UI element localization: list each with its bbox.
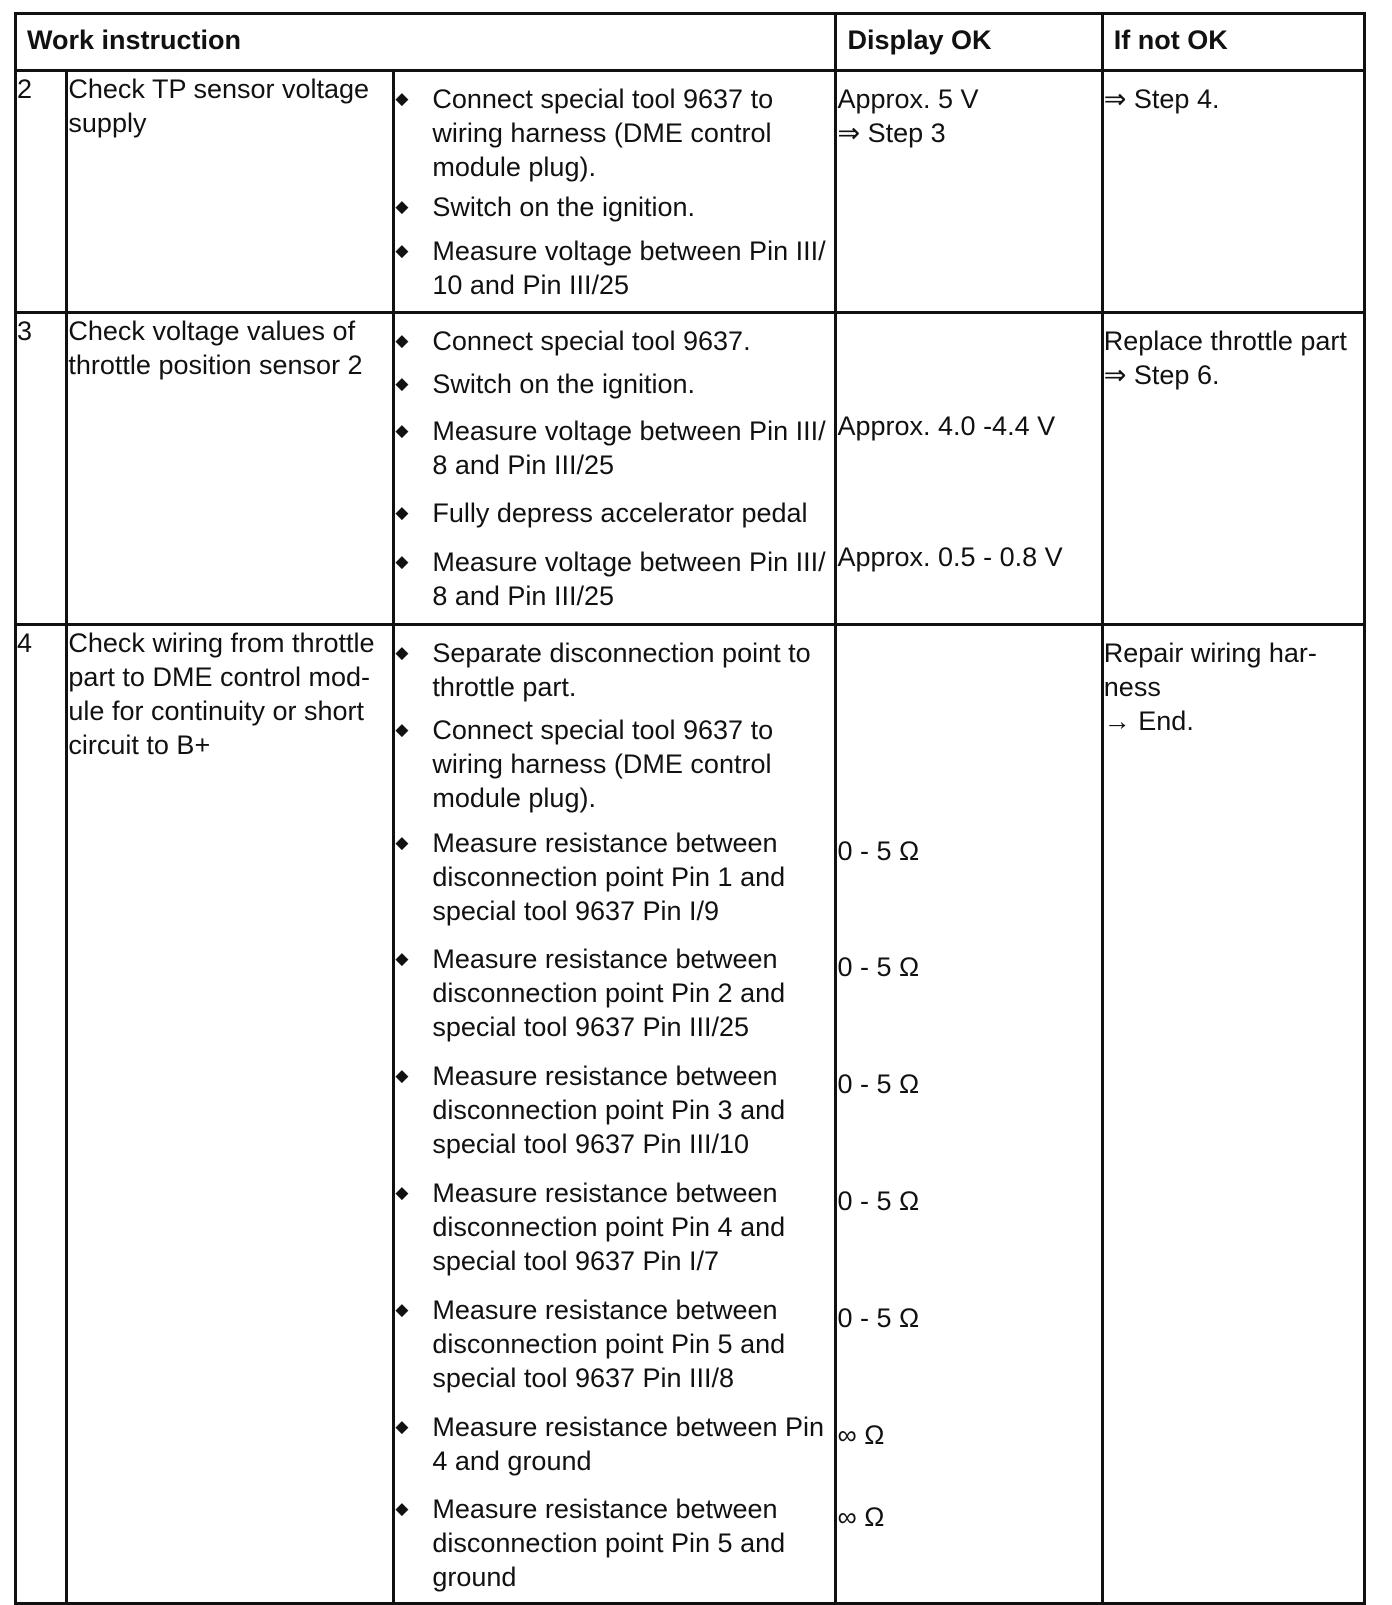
if-not-ok-value: Repair wiring har-ness → End. — [1103, 638, 1317, 736]
diamond-bullet-icon: ◆ — [395, 720, 409, 739]
diamond-bullet-icon: ◆ — [395, 1300, 409, 1319]
diamond-bullet-icon: ◆ — [395, 643, 409, 662]
substep — [395, 1285, 834, 1402]
substep — [395, 72, 834, 181]
diamond-bullet-icon: ◆ — [395, 1499, 409, 1518]
step-number: 4 — [16, 625, 67, 1604]
substep-text: Measure resistance between disconnection point Pin 5 and ground — [432, 1494, 786, 1592]
display-ok-cell — [836, 313, 1102, 625]
substep — [395, 1051, 834, 1168]
substep — [395, 934, 834, 1051]
substep — [395, 359, 834, 408]
display-ok-value: 0 - 5 Ω — [837, 1069, 920, 1099]
display-ok-value: 0 - 5 Ω — [837, 1303, 920, 1333]
substeps-cell — [394, 71, 836, 313]
substeps-cell — [394, 625, 836, 1604]
substep-text: Measure voltage between Pin III/ 8 and Pin III/25 — [432, 547, 826, 611]
substep — [395, 314, 834, 359]
display-ok-value: ∞ Ω — [837, 1502, 885, 1532]
substep — [395, 539, 834, 623]
substep-text: Separate disconnection point to throttle part. — [432, 638, 811, 702]
substep-text: Measure resistance between disconnection point Pin 2 and special tool 9637 Pin III/25 — [432, 944, 786, 1042]
substep — [395, 817, 834, 934]
display-ok-value: 0 - 5 Ω — [837, 836, 920, 866]
if-not-ok-cell — [1102, 625, 1364, 1604]
substeps-cell — [394, 313, 836, 625]
step-number: 2 — [16, 71, 67, 313]
if-not-ok-cell — [1102, 71, 1364, 313]
diamond-bullet-icon: ◆ — [395, 833, 409, 852]
diamond-bullet-icon: ◆ — [395, 552, 409, 571]
display-ok-cell — [836, 625, 1102, 1604]
substep-text: Measure resistance between disconnection point Pin 4 and special tool 9637 Pin I/7 — [432, 1178, 786, 1276]
step-number: 3 — [16, 313, 67, 625]
diamond-bullet-icon: ◆ — [395, 197, 409, 216]
diamond-bullet-icon: ◆ — [395, 1066, 409, 1085]
substep — [395, 490, 834, 539]
table-row — [16, 71, 1365, 313]
diamond-bullet-icon: ◆ — [395, 374, 409, 393]
diamond-bullet-icon: ◆ — [395, 89, 409, 108]
table-row — [16, 313, 1365, 625]
step-description: Check TP sensor voltage supply — [67, 71, 394, 313]
display-ok-cell — [836, 71, 1102, 313]
substep-text: Measure resistance between disconnection point Pin 1 and special tool 9637 Pin I/9 — [432, 828, 786, 926]
diamond-bullet-icon: ◆ — [395, 241, 409, 260]
step-description: Check wiring from throttle part to DME control mod-ule for continuity or short circuit to B+ — [67, 625, 394, 1604]
substep-text: Fully depress accelerator pedal — [432, 498, 808, 528]
substep-text: Connect special tool 9637. — [432, 326, 751, 356]
if-not-ok-value: ⇒ Step 4. — [1103, 84, 1220, 114]
substep-text: Measure voltage between Pin III/ 10 and Pin III/25 — [432, 236, 826, 300]
substep-text: Switch on the ignition. — [432, 192, 696, 222]
display-ok-value: Approx. 0.5 - 0.8 V — [837, 542, 1063, 572]
display-ok-value: ∞ Ω — [837, 1420, 885, 1450]
substep — [395, 1402, 834, 1484]
substep — [395, 626, 834, 704]
header-work-instruction: Work instruction — [16, 14, 836, 71]
display-ok-value: 0 - 5 Ω — [837, 1186, 920, 1216]
header-display-ok: Display OK — [836, 14, 1102, 71]
work-instruction-document — [14, 12, 1366, 1605]
table-row — [16, 625, 1365, 1604]
substep — [395, 181, 834, 225]
substep-text: Measure resistance between disconnection point Pin 3 and special tool 9637 Pin III/10 — [432, 1061, 786, 1159]
substep — [395, 225, 834, 311]
substep — [395, 1484, 834, 1602]
display-ok-value: Approx. 4.0 -4.4 V — [837, 411, 1056, 441]
header-if-not-ok: If not OK — [1102, 14, 1364, 71]
display-ok-value: Approx. 5 V ⇒ Step 3 — [837, 84, 979, 148]
diamond-bullet-icon: ◆ — [395, 1417, 409, 1436]
diamond-bullet-icon: ◆ — [395, 503, 409, 522]
substep — [395, 704, 834, 817]
substep-text: Measure voltage between Pin III/ 8 and Pin III/25 — [432, 416, 826, 480]
substep-text: Connect special tool 9637 to wiring harness (DME control module plug). — [432, 84, 774, 182]
if-not-ok-value: Replace throttle part ⇒ Step 6. — [1103, 326, 1347, 390]
substep — [395, 408, 834, 490]
diamond-bullet-icon: ◆ — [395, 331, 409, 350]
diamond-bullet-icon: ◆ — [395, 421, 409, 440]
step-description: Check voltage values of throttle position sensor 2 — [67, 313, 394, 625]
substep-text: Switch on the ignition. — [432, 369, 696, 399]
substep-text: Connect special tool 9637 to wiring harness (DME control module plug). — [432, 715, 774, 813]
work-instruction-table — [14, 12, 1366, 1605]
display-ok-value: 0 - 5 Ω — [837, 952, 920, 982]
substep-text: Measure resistance between disconnection point Pin 5 and special tool 9637 Pin III/8 — [432, 1295, 786, 1393]
substep — [395, 1168, 834, 1285]
table-header-row — [16, 14, 1365, 71]
if-not-ok-cell — [1102, 313, 1364, 625]
substep-text: Measure resistance between Pin 4 and ground — [432, 1412, 825, 1476]
diamond-bullet-icon: ◆ — [395, 949, 409, 968]
diamond-bullet-icon: ◆ — [395, 1183, 409, 1202]
